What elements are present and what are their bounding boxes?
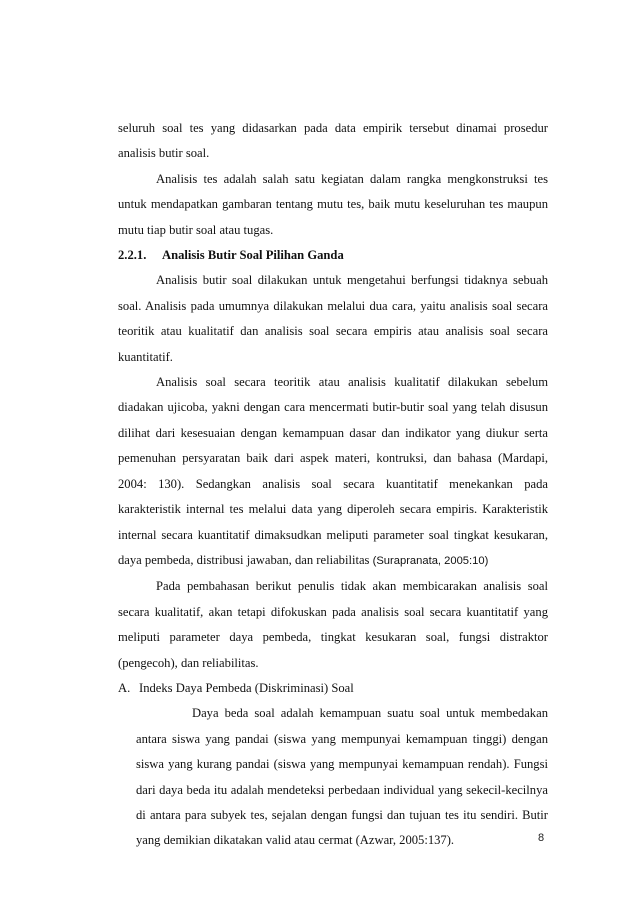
paragraph-analisis-teoritik <box>118 370 548 574</box>
paragraph-daya-beda: Daya beda soal adalah kemampuan suatu soal untuk membedakan antara siswa yang pandai (siswa yang mempunyai kemampuan tinggi) dengan siswa yang kurang pandai (siswa yang mempunyai kemampuan rendah). Fungsi dari daya beda itu adalah mendeteksi perbedaan individual yang sekecil-kecilnya di antara para subyek tes, sejalan dengan fungsi dan tujuan tes itu sendiri. Butir yang demikian dikatakan valid atau cermat (Azwar, 2005:137). <box>136 706 548 848</box>
paragraph-analisis-teoritik-text: Analisis soal secara teoritik atau analisis kualitatif dilakukan sebelum diadakan ujicoba, yakni dengan cara mencermati butir-butir soal yang telah disusun dilihat dari kesesuaian dengan kemampuan dasar dan indikator yang diukur serta pemenuhan persyaratan baik dari aspek materi, kontruksi, dan bahasa (Mardapi, 2004: 130). Sedangkan analisis soal secara kuantitatif menekankan pada karakteristik internal tes melalui data yang diperoleh secara empiris. Karakteristik internal secara kuantitatif dimaksudkan meliputi parameter soal tingkat kesukaran, daya pembeda, distribusi jawaban, dan reliabilitas <box>118 375 548 567</box>
subsection-body <box>118 701 548 853</box>
section-number: 2.2.1. <box>118 248 147 263</box>
section-heading <box>118 243 548 268</box>
page-content <box>118 116 548 854</box>
subsection-letter: A. <box>118 680 131 695</box>
paragraph-continuation: seluruh soal tes yang didasarkan pada data empirik tersebut dinamai prosedur analisis butir soal. <box>118 121 548 161</box>
paragraph-analisis-butir: Analisis butir soal dilakukan untuk mengetahui berfungsi tidaknya sebuah soal. Analisis pada umumnya dilakukan melalui dua cara, yaitu analisis soal secara teoritik atau kualitatif dan analisis soal secara empiris atau analisis soal secara kuantitatif. <box>118 273 548 364</box>
section-title: Analisis Butir Soal Pilihan Ganda <box>162 248 344 263</box>
paragraph-analisis-tes: Analisis tes adalah salah satu kegiatan dalam rangka mengkonstruksi tes untuk mendapatkan gambaran tentang mutu tes, baik mutu keseluruhan tes maupun mutu tiap butir soal atau tugas. <box>118 171 548 237</box>
citation-surapranata: (Surapranata, 2005:10) <box>372 554 489 567</box>
page-number: 8 <box>538 832 545 844</box>
subsection-title: Indeks Daya Pembeda (Diskriminasi) Soal <box>139 680 354 695</box>
subsection-heading <box>118 676 548 701</box>
paragraph-pembahasan: Pada pembahasan berikut penulis tidak akan membicarakan analisis soal secara kualitatif, akan tetapi difokuskan pada analisis soal secara kuantitatif yang meliputi parameter daya pembeda, tingkat kesukaran soal, fungsi distraktor (pengecoh), dan reliabilitas. <box>118 579 548 670</box>
